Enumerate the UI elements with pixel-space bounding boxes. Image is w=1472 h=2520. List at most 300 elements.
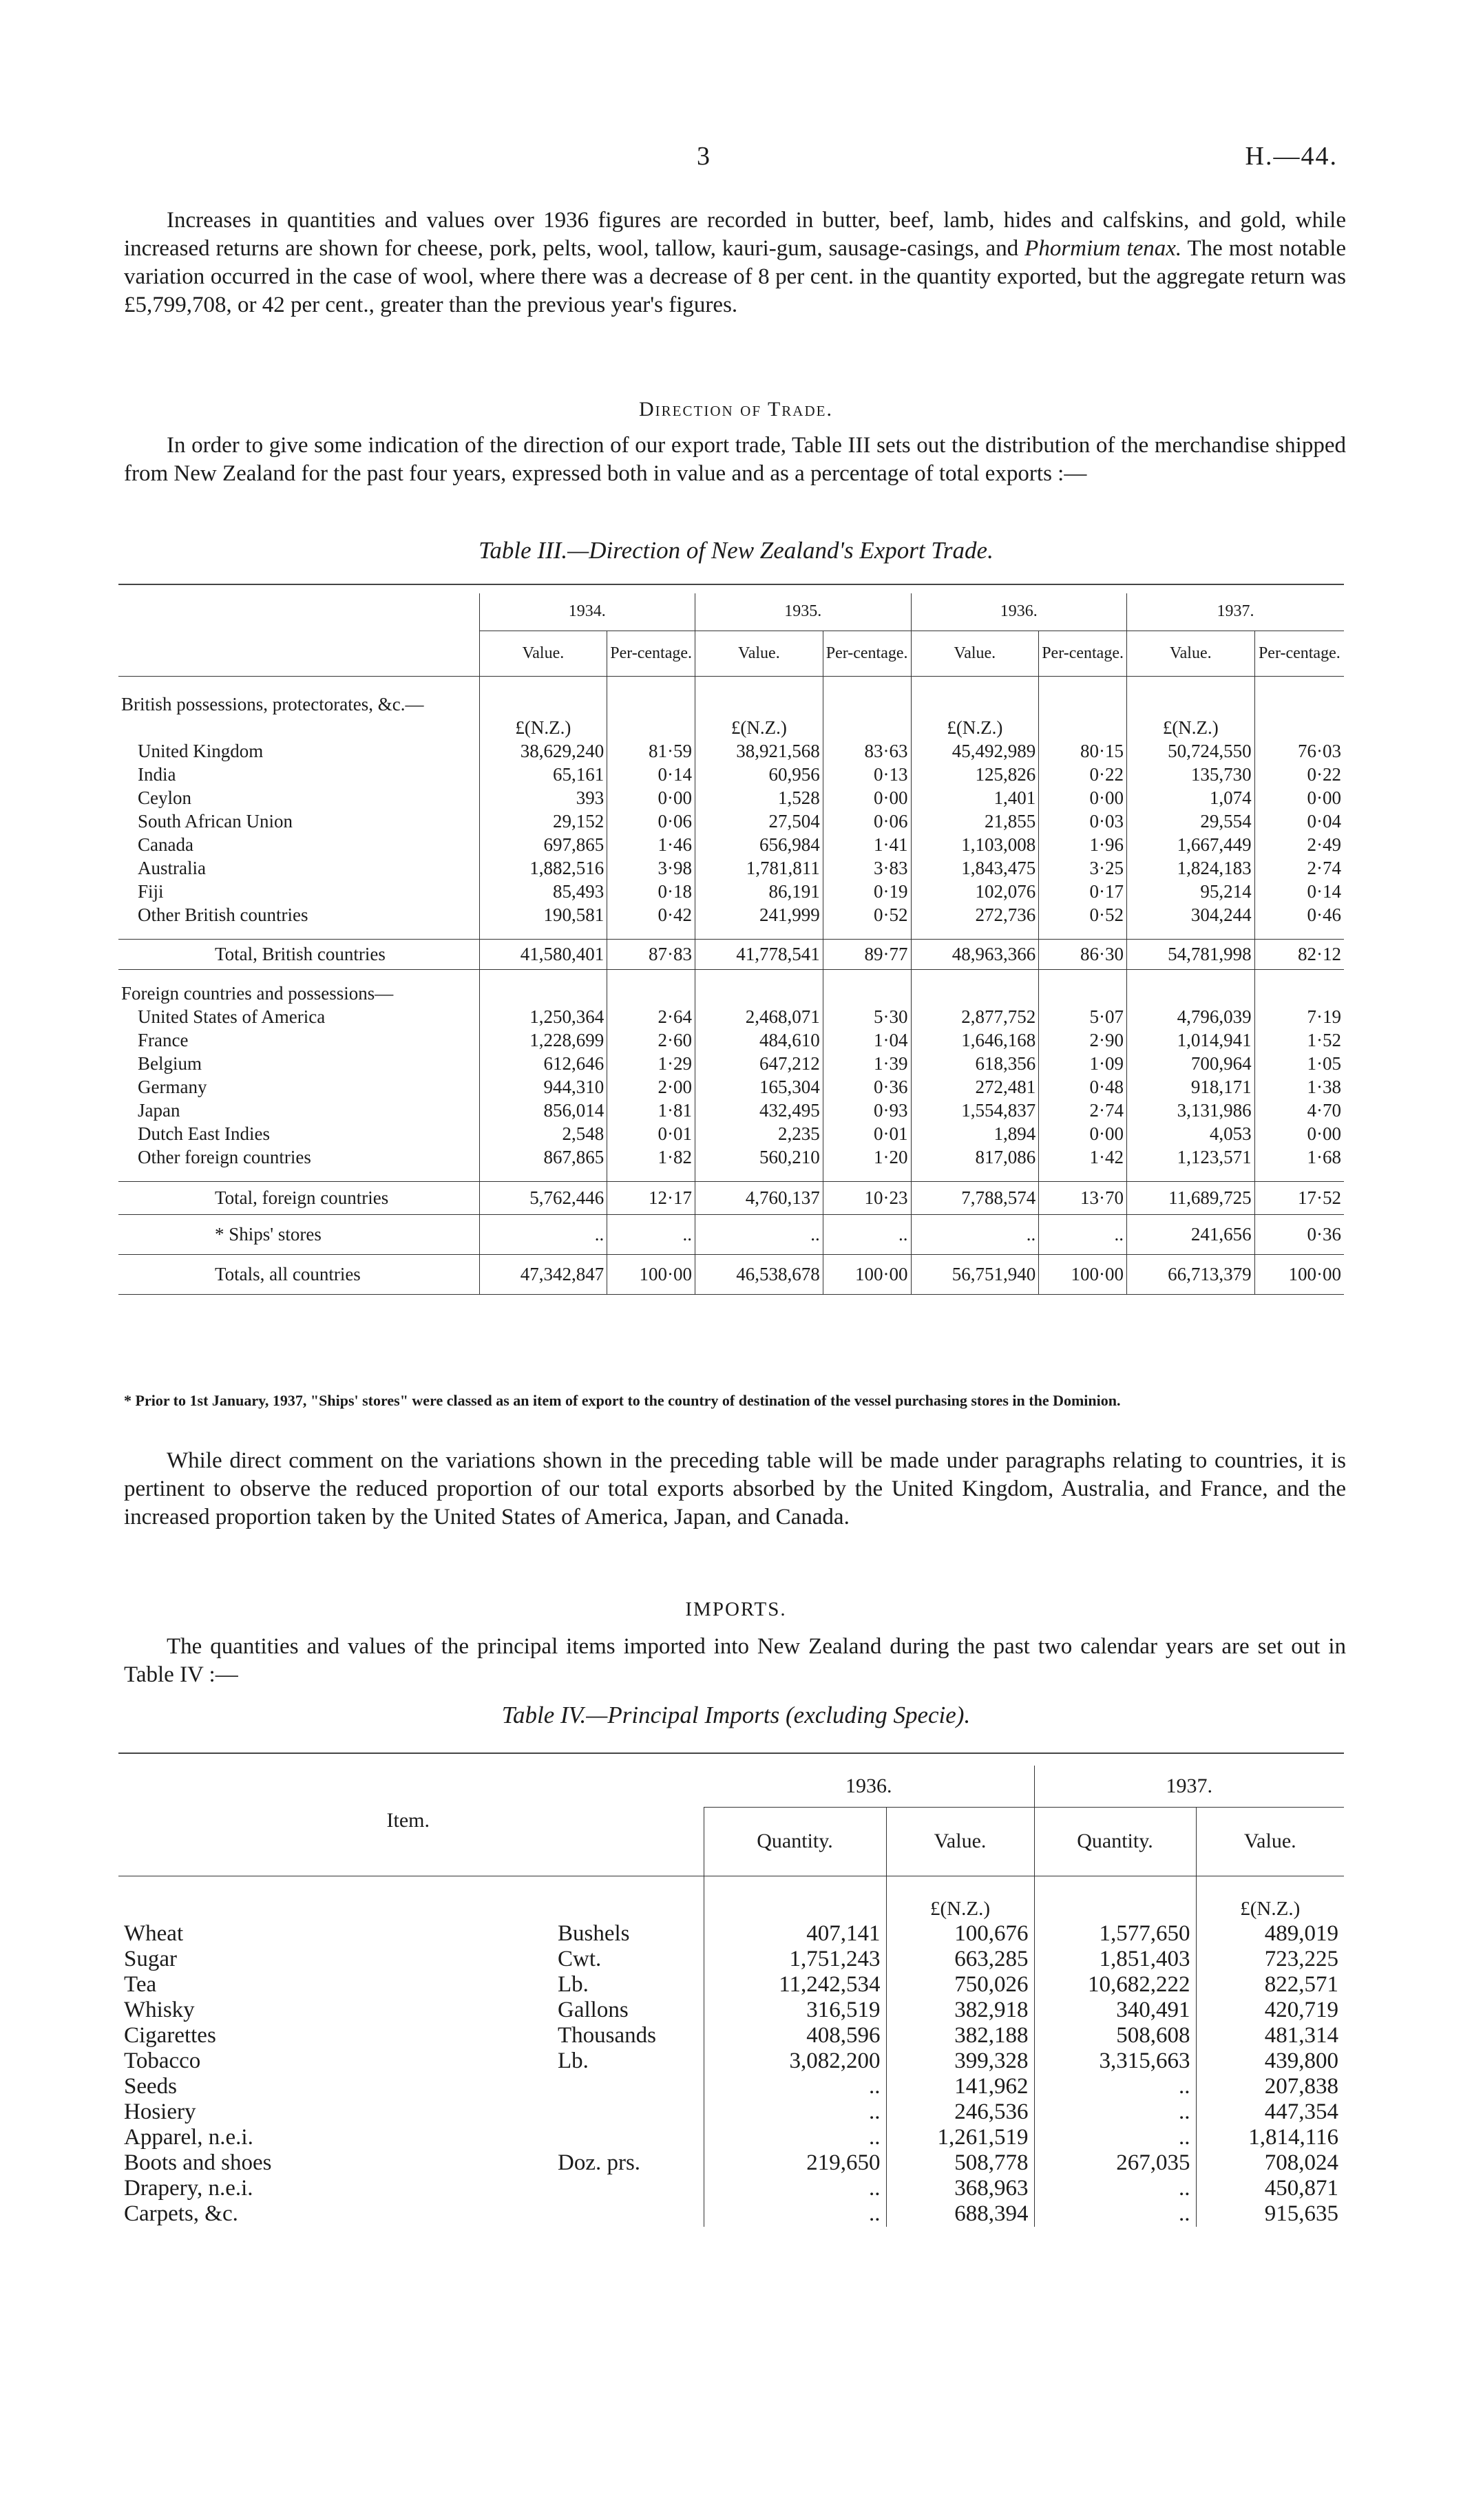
item-unit: Lb. xyxy=(558,1972,589,1997)
row-label xyxy=(118,1028,479,1052)
col-percentage: Per-centage. xyxy=(1039,631,1127,676)
value-cell: 856,014 xyxy=(479,1099,607,1122)
value-cell: 29,152 xyxy=(479,809,607,833)
percentage-cell: 1·09 xyxy=(1039,1052,1127,1075)
percentage-cell: 1·52 xyxy=(1254,1028,1344,1052)
empty-cell xyxy=(823,982,911,1005)
percentage-cell: 1·96 xyxy=(1039,833,1127,856)
empty-cell xyxy=(1254,692,1344,716)
unit-label: £(N.Z.) xyxy=(1126,716,1254,739)
table-row xyxy=(118,1972,1344,1998)
table-row xyxy=(118,1145,1344,1169)
empty-cell xyxy=(1126,692,1254,716)
percentage-cell: 1·46 xyxy=(607,833,695,856)
quantity-cell: .. xyxy=(704,2074,886,2099)
percentage-cell: 10·23 xyxy=(823,1181,911,1214)
paragraph-imports: The quantities and values of the principal items imported into New Zealand during the past two calendar years are set out in Table IV :— xyxy=(124,1634,1346,1687)
row-label xyxy=(118,1214,479,1254)
percentage-cell: 0·17 xyxy=(1039,880,1127,903)
row-label-text: Total, foreign countries xyxy=(215,1187,389,1208)
row-label xyxy=(118,1122,479,1145)
value-cell: 489,019 xyxy=(1196,1921,1344,1947)
empty-cell xyxy=(823,692,911,716)
percentage-cell: 0·00 xyxy=(1039,786,1127,809)
spacer-row xyxy=(118,1169,1344,1181)
spacer-cell xyxy=(1254,1169,1344,1181)
empty-cell xyxy=(1039,716,1127,739)
percentage-cell: 3·83 xyxy=(823,856,911,880)
value-cell: 708,024 xyxy=(1196,2150,1344,2176)
empty-cell xyxy=(479,982,607,1005)
percentage-cell: 0·42 xyxy=(607,903,695,927)
group-heading: British possessions, protectorates, &c.— xyxy=(121,693,424,714)
percentage-cell: 2·49 xyxy=(1254,833,1344,856)
value-cell: 1,894 xyxy=(911,1122,1039,1145)
value-cell: 560,210 xyxy=(695,1145,823,1169)
table-row xyxy=(118,2023,1344,2048)
empty-cell xyxy=(118,716,479,739)
value-cell: 100,676 xyxy=(886,1921,1034,1947)
percentage-cell: .. xyxy=(1039,1214,1127,1254)
value-cell: 1,103,008 xyxy=(911,833,1039,856)
row-label-text: South African Union xyxy=(138,810,293,832)
value-cell: 4,053 xyxy=(1126,1122,1254,1145)
quantity-cell: .. xyxy=(1034,2099,1196,2125)
spacer-cell xyxy=(695,1169,823,1181)
value-cell: 21,855 xyxy=(911,809,1039,833)
page-number: 3 xyxy=(697,142,710,171)
value-cell: 4,760,137 xyxy=(695,1181,823,1214)
item-unit: Lb. xyxy=(558,2048,589,2073)
percentage-cell: 2·60 xyxy=(607,1028,695,1052)
value-cell: 1,250,364 xyxy=(479,1005,607,1028)
item-name: Sugar xyxy=(124,1947,177,1971)
percentage-cell: 0·14 xyxy=(1254,880,1344,903)
table-row xyxy=(118,2150,1344,2176)
percentage-cell: 0·04 xyxy=(1254,809,1344,833)
value-cell: 38,921,568 xyxy=(695,739,823,763)
percentage-cell: 0·00 xyxy=(1254,786,1344,809)
value-cell: 29,554 xyxy=(1126,809,1254,833)
value-cell: 1,667,449 xyxy=(1126,833,1254,856)
value-cell: 66,713,379 xyxy=(1126,1254,1254,1294)
value-cell: 1,228,699 xyxy=(479,1028,607,1052)
row-label xyxy=(118,1181,479,1214)
percentage-cell: 1·20 xyxy=(823,1145,911,1169)
col-value: Value. xyxy=(886,1807,1034,1876)
value-cell: 656,984 xyxy=(695,833,823,856)
spacer-cell xyxy=(1254,676,1344,692)
value-cell: 5,762,446 xyxy=(479,1181,607,1214)
spacer-cell xyxy=(911,1169,1039,1181)
item-unit xyxy=(552,2099,704,2125)
value-cell: 1,074 xyxy=(1126,786,1254,809)
value-cell: 484,610 xyxy=(695,1028,823,1052)
percentage-cell: 0·13 xyxy=(823,763,911,786)
table-row xyxy=(118,1075,1344,1099)
value-cell: 1,824,183 xyxy=(1126,856,1254,880)
value-cell: 135,730 xyxy=(1126,763,1254,786)
percentage-cell: 0·48 xyxy=(1039,1075,1127,1099)
empty-cell xyxy=(911,982,1039,1005)
col-value: Value. xyxy=(695,631,823,676)
value-cell: 41,778,541 xyxy=(695,939,823,969)
item-name: Boots and shoes xyxy=(124,2150,272,2175)
quantity-cell: .. xyxy=(704,2099,886,2125)
percentage-cell: 100·00 xyxy=(823,1254,911,1294)
spacer-cell xyxy=(1126,1169,1254,1181)
year-1936: 1936. xyxy=(911,593,1126,631)
value-cell: 420,719 xyxy=(1196,1998,1344,2023)
row-label-text: India xyxy=(138,763,176,785)
percentage-cell: 0·36 xyxy=(1254,1214,1344,1254)
percentage-cell: 3·25 xyxy=(1039,856,1127,880)
quantity-cell: 407,141 xyxy=(704,1921,886,1947)
percentage-cell: 100·00 xyxy=(607,1254,695,1294)
value-cell: 1,528 xyxy=(695,786,823,809)
empty-cell xyxy=(479,692,607,716)
row-label-text: United States of America xyxy=(138,1006,326,1027)
col-percentage: Per-centage. xyxy=(823,631,911,676)
value-cell: 246,536 xyxy=(886,2099,1034,2125)
row-label-text: Australia xyxy=(138,857,206,878)
quantity-cell: 408,596 xyxy=(704,2023,886,2048)
spacer-cell xyxy=(886,1876,1034,1896)
value-cell: 432,495 xyxy=(695,1099,823,1122)
col-percentage: Per-centage. xyxy=(1254,631,1344,676)
table4-caption: Table IV.—Principal Imports (excluding Specie). xyxy=(501,1702,971,1728)
percentage-cell: 0·00 xyxy=(1254,1122,1344,1145)
spacer-row xyxy=(118,676,1344,692)
item-unit: Thousands xyxy=(558,2023,656,2048)
row-label xyxy=(118,1052,479,1075)
percentage-cell: 1·81 xyxy=(607,1099,695,1122)
value-cell: 190,581 xyxy=(479,903,607,927)
percentage-cell: 7·19 xyxy=(1254,1005,1344,1028)
percentage-cell: 2·90 xyxy=(1039,1028,1127,1052)
spacer-cell xyxy=(1039,1169,1127,1181)
percentage-cell: 17·52 xyxy=(1254,1181,1344,1214)
value-cell: 393 xyxy=(479,786,607,809)
row-label xyxy=(118,833,479,856)
item-name: Hosiery xyxy=(124,2099,196,2124)
col-quantity: Quantity. xyxy=(704,1807,886,1876)
year-1935: 1935. xyxy=(695,593,911,631)
table-row xyxy=(118,1254,1344,1294)
percentage-cell: 0·01 xyxy=(607,1122,695,1145)
quantity-cell: .. xyxy=(1034,2074,1196,2099)
spacer-cell xyxy=(823,676,911,692)
heading-imports: IMPORTS. xyxy=(685,1598,787,1620)
percentage-cell: 0·52 xyxy=(823,903,911,927)
quantity-cell: 11,242,534 xyxy=(704,1972,886,1998)
paragraph-direction: In order to give some indication of the direction of our export trade, Table III sets out the distribution of the merchandise shipped from New Zealand for the past four years, expressed both in value and as a percentage of total exports :— xyxy=(124,433,1346,486)
table4-top-rule xyxy=(118,1753,1344,1754)
percentage-cell: 2·00 xyxy=(607,1075,695,1099)
quantity-cell: 219,650 xyxy=(704,2150,886,2176)
row-label-text: Canada xyxy=(138,834,193,855)
row-label xyxy=(118,739,479,763)
item-unit xyxy=(552,2074,704,2099)
value-cell: 612,646 xyxy=(479,1052,607,1075)
spacer-cell xyxy=(911,969,1039,982)
percentage-cell: 1·38 xyxy=(1254,1075,1344,1099)
value-cell: 2,235 xyxy=(695,1122,823,1145)
table-row xyxy=(118,2048,1344,2074)
table-row xyxy=(118,1214,1344,1254)
spacer-cell xyxy=(1254,927,1344,939)
spacer-cell xyxy=(1126,676,1254,692)
row-label xyxy=(118,903,479,927)
value-cell: 56,751,940 xyxy=(911,1254,1039,1294)
value-cell: .. xyxy=(911,1214,1039,1254)
item-unit: Gallons xyxy=(558,1998,629,2022)
value-cell: 1,401 xyxy=(911,786,1039,809)
value-cell: 207,838 xyxy=(1196,2074,1344,2099)
spacer-cell xyxy=(607,927,695,939)
value-cell: 60,956 xyxy=(695,763,823,786)
percentage-cell: 81·59 xyxy=(607,739,695,763)
percentage-cell: 0·52 xyxy=(1039,903,1127,927)
percentage-cell: 5·30 xyxy=(823,1005,911,1028)
percentage-cell: 100·00 xyxy=(1254,1254,1344,1294)
spacer-cell xyxy=(911,676,1039,692)
value-cell: 447,354 xyxy=(1196,2099,1344,2125)
percentage-cell: 1·41 xyxy=(823,833,911,856)
spacer-cell xyxy=(118,1169,479,1181)
table-row xyxy=(118,739,1344,763)
percentage-cell: 87·83 xyxy=(607,939,695,969)
spacer-cell xyxy=(118,969,479,982)
percentage-cell: 100·00 xyxy=(1039,1254,1127,1294)
value-cell: 867,865 xyxy=(479,1145,607,1169)
table3-blank-head xyxy=(118,593,479,676)
table-row xyxy=(118,1099,1344,1122)
value-cell: 48,963,366 xyxy=(911,939,1039,969)
spacer-row xyxy=(118,927,1344,939)
quantity-cell: .. xyxy=(1034,2125,1196,2150)
spacer-cell xyxy=(695,969,823,982)
percentage-cell: 2·74 xyxy=(1254,856,1344,880)
percentage-cell: 0·00 xyxy=(823,786,911,809)
value-cell: 750,026 xyxy=(886,1972,1034,1998)
empty-cell xyxy=(1034,1896,1196,1921)
value-cell: 944,310 xyxy=(479,1075,607,1099)
empty-cell xyxy=(1039,982,1127,1005)
value-cell: 86,191 xyxy=(695,880,823,903)
group-heading-row xyxy=(118,692,1344,716)
item-name: Tea xyxy=(124,1972,157,1997)
percentage-cell: 0·06 xyxy=(607,809,695,833)
spacer-cell xyxy=(607,969,695,982)
value-cell: 47,342,847 xyxy=(479,1254,607,1294)
percentage-cell: 13·70 xyxy=(1039,1181,1127,1214)
empty-cell xyxy=(607,692,695,716)
value-cell: 450,871 xyxy=(1196,2176,1344,2201)
value-cell: 1,646,168 xyxy=(911,1028,1039,1052)
row-label xyxy=(118,856,479,880)
value-cell: 102,076 xyxy=(911,880,1039,903)
table-row xyxy=(118,1947,1344,1972)
unit-row xyxy=(118,1896,1344,1921)
value-cell: 1,014,941 xyxy=(1126,1028,1254,1052)
empty-cell xyxy=(911,692,1039,716)
percentage-cell: 0·22 xyxy=(1254,763,1344,786)
spacer-cell xyxy=(1039,676,1127,692)
quantity-cell: 10,682,222 xyxy=(1034,1972,1196,1998)
table-row xyxy=(118,1005,1344,1028)
spacer-cell xyxy=(695,927,823,939)
item-name: Wheat xyxy=(124,1921,184,1946)
year-1934: 1934. xyxy=(479,593,695,631)
percentage-cell: 1·05 xyxy=(1254,1052,1344,1075)
empty-cell xyxy=(695,692,823,716)
percentage-cell: 1·68 xyxy=(1254,1145,1344,1169)
row-label-text: Germany xyxy=(138,1076,207,1097)
empty-cell xyxy=(118,1896,704,1921)
row-label-text: Japan xyxy=(138,1099,180,1121)
spacer-cell xyxy=(823,927,911,939)
value-cell: 85,493 xyxy=(479,880,607,903)
value-cell: .. xyxy=(479,1214,607,1254)
document-reference: H.—44. xyxy=(1245,142,1338,171)
value-cell: 647,212 xyxy=(695,1052,823,1075)
spacer-cell xyxy=(1039,969,1127,982)
value-cell: 46,538,678 xyxy=(695,1254,823,1294)
empty-cell xyxy=(704,1896,886,1921)
percentage-cell: 12·17 xyxy=(607,1181,695,1214)
percentage-cell: 82·12 xyxy=(1254,939,1344,969)
percentage-cell: 1·04 xyxy=(823,1028,911,1052)
row-label-text: * Ships' stores xyxy=(215,1223,322,1245)
value-cell: 382,188 xyxy=(886,2023,1034,2048)
percentage-cell: 0·46 xyxy=(1254,903,1344,927)
row-label-text: Belgium xyxy=(138,1052,202,1074)
item-name: Carpets, &c. xyxy=(124,2201,238,2226)
percentage-cell: 4·70 xyxy=(1254,1099,1344,1122)
percentage-cell: 0·03 xyxy=(1039,809,1127,833)
empty-cell xyxy=(607,716,695,739)
percentage-cell: 5·07 xyxy=(1039,1005,1127,1028)
table-row xyxy=(118,833,1344,856)
spacer-cell xyxy=(823,1169,911,1181)
spacer-cell xyxy=(1039,927,1127,939)
spacer-cell xyxy=(479,927,607,939)
year-1936: 1936. xyxy=(704,1766,1034,1807)
item-unit xyxy=(552,2201,704,2227)
quantity-cell: 1,577,650 xyxy=(1034,1921,1196,1947)
col-value: Value. xyxy=(911,631,1039,676)
value-cell: 663,285 xyxy=(886,1947,1034,1972)
value-cell: 272,736 xyxy=(911,903,1039,927)
spacer-row xyxy=(118,1876,1344,1896)
empty-cell xyxy=(1126,982,1254,1005)
table4-principal-imports xyxy=(118,1766,1344,2227)
value-cell: 50,724,550 xyxy=(1126,739,1254,763)
percentage-cell: 0·93 xyxy=(823,1099,911,1122)
value-cell: 697,865 xyxy=(479,833,607,856)
table-row xyxy=(118,903,1344,927)
value-cell: 3,131,986 xyxy=(1126,1099,1254,1122)
value-cell: 723,225 xyxy=(1196,1947,1344,1972)
empty-cell xyxy=(823,716,911,739)
value-cell: 817,086 xyxy=(911,1145,1039,1169)
row-label xyxy=(118,763,479,786)
value-cell: 45,492,989 xyxy=(911,739,1039,763)
value-cell: 11,689,725 xyxy=(1126,1181,1254,1214)
col-value: Value. xyxy=(479,631,607,676)
value-cell: 481,314 xyxy=(1196,2023,1344,2048)
col-quantity: Quantity. xyxy=(1034,1807,1196,1876)
spacer-cell xyxy=(479,1169,607,1181)
spacer-cell xyxy=(118,927,479,939)
table-row xyxy=(118,1181,1344,1214)
value-cell: 368,963 xyxy=(886,2176,1034,2201)
table-row xyxy=(118,786,1344,809)
percentage-cell: 86·30 xyxy=(1039,939,1127,969)
table-row xyxy=(118,1998,1344,2023)
unit-label: £(N.Z.) xyxy=(886,1896,1034,1921)
value-cell: 7,788,574 xyxy=(911,1181,1039,1214)
spacer-cell xyxy=(118,1876,704,1896)
table-row xyxy=(118,763,1344,786)
table-row xyxy=(118,856,1344,880)
table-row xyxy=(118,2099,1344,2125)
unit-label: £(N.Z.) xyxy=(479,716,607,739)
quantity-cell: .. xyxy=(704,2201,886,2227)
percentage-cell: 3·98 xyxy=(607,856,695,880)
paragraph-increases: Increases in quantities and values over 1936 figures are recorded in butter, beef, lamb, hides and calfskins, and gold, while increased returns are shown for cheese, pork, pelts, wool, tallow, kauri-gum, sausage-casings, and Phormium tenax. The most notable variation occurred in the case of wool, where there was a decrease of 8 per cent. in the quantity exported, but the aggregate return was £5,799,708, or 42 per cent., greater than the previous year's figures. xyxy=(124,208,1347,317)
quantity-cell: .. xyxy=(1034,2176,1196,2201)
percentage-cell: 0·06 xyxy=(823,809,911,833)
percentage-cell: .. xyxy=(607,1214,695,1254)
value-cell: 304,244 xyxy=(1126,903,1254,927)
row-label-text: Other British countries xyxy=(138,904,308,925)
row-label-text: Fiji xyxy=(138,880,164,902)
value-cell: 165,304 xyxy=(695,1075,823,1099)
quantity-cell: 340,491 xyxy=(1034,1998,1196,2023)
item-name: Cigarettes xyxy=(124,2023,216,2048)
spacer-cell xyxy=(1196,1876,1344,1896)
unit-label: £(N.Z.) xyxy=(1196,1896,1344,1921)
col-percentage: Per-centage. xyxy=(607,631,695,676)
percentage-cell: 0·19 xyxy=(823,880,911,903)
table3-caption: Table III.—Direction of New Zealand's Export Trade. xyxy=(479,537,993,564)
value-cell: 141,962 xyxy=(886,2074,1034,2099)
value-cell: 700,964 xyxy=(1126,1052,1254,1075)
heading-direction-of-trade: Direction of Trade. xyxy=(639,398,833,421)
value-cell: 4,796,039 xyxy=(1126,1005,1254,1028)
item-unit: Doz. prs. xyxy=(558,2150,641,2175)
percentage-cell: 1·82 xyxy=(607,1145,695,1169)
row-label xyxy=(118,880,479,903)
value-cell: 382,918 xyxy=(886,1998,1034,2023)
spacer-cell xyxy=(1254,969,1344,982)
table-row xyxy=(118,1028,1344,1052)
empty-cell xyxy=(695,982,823,1005)
col-value: Value. xyxy=(1126,631,1254,676)
value-cell: 439,800 xyxy=(1196,2048,1344,2074)
empty-cell xyxy=(1039,692,1127,716)
value-cell: 1,781,811 xyxy=(695,856,823,880)
row-label xyxy=(118,1145,479,1169)
row-label-text: France xyxy=(138,1029,189,1050)
quantity-cell: 508,608 xyxy=(1034,2023,1196,2048)
row-label xyxy=(118,786,479,809)
value-cell: 241,656 xyxy=(1126,1214,1254,1254)
quantity-cell: 267,035 xyxy=(1034,2150,1196,2176)
quantity-cell: 1,851,403 xyxy=(1034,1947,1196,1972)
